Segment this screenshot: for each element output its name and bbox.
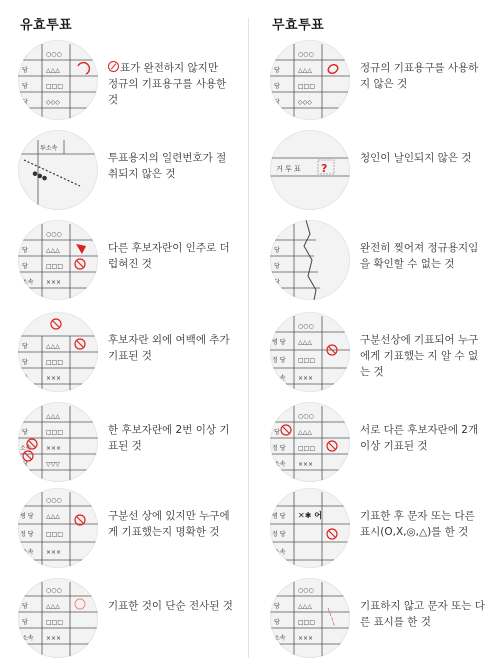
item-caption: 기표한 것이 단순 전사된 것	[108, 600, 233, 612]
partial-stamp-icon	[78, 63, 89, 74]
valid-item-2	[0, 130, 240, 220]
item-caption: 서로 다른 후보자란에 2개 이상 기표된 것	[360, 424, 479, 452]
party-label: 소속	[22, 279, 34, 286]
party-label: 소속	[22, 549, 34, 556]
ballot-illustration	[270, 130, 350, 210]
party-label: 당	[274, 413, 280, 420]
party-label: 소속	[274, 461, 286, 468]
party-label: 당	[274, 231, 280, 238]
affiliation-label: 투소속	[40, 145, 58, 152]
ballot-illustration	[18, 220, 98, 300]
column-divider	[248, 18, 249, 658]
ballot-illustration	[18, 488, 98, 568]
party-label: 당	[274, 429, 280, 436]
invalid-item-2	[252, 130, 492, 220]
invalid-ballots-title: 무효투표	[272, 18, 325, 33]
valid-item-5	[0, 402, 240, 492]
candidate-mark: △△△	[298, 603, 312, 610]
candidate-mark: ○○○	[298, 587, 314, 594]
ballot-illustration	[270, 220, 350, 300]
party-label: 소속	[274, 375, 286, 382]
candidate-mark: ○○○	[46, 231, 62, 238]
ballot-illustration	[18, 578, 98, 658]
party-label: 당	[274, 263, 280, 270]
question-mark-icon: ?	[321, 162, 328, 175]
invalid-item-4	[252, 312, 492, 402]
invalid-item-7	[252, 578, 492, 668]
candidate-mark: □□□	[46, 619, 64, 626]
party-label: 당	[22, 263, 28, 270]
party-label: 병 당	[20, 513, 34, 520]
party-label: 병 당	[272, 339, 286, 346]
ballot-illustration	[18, 130, 98, 210]
valid-item-7	[0, 578, 240, 668]
ink-smudge-icon	[76, 244, 86, 254]
stamp-icon	[108, 61, 119, 72]
party-label: 당	[22, 429, 28, 436]
party-label: 정 당	[272, 445, 286, 452]
item-caption: 정규의 기표용구를 사용하지 않은 것	[360, 62, 479, 90]
candidate-mark: ◇◇◇	[298, 99, 312, 106]
candidate-mark: △△△	[298, 339, 312, 346]
party-label: 당	[22, 587, 28, 594]
ballot-illustration	[18, 40, 98, 120]
party-label: 소속	[274, 549, 286, 556]
party-label: 당	[22, 619, 28, 626]
ballot-illustration	[18, 312, 98, 392]
item-caption: 투표용지의 일련번호가 절취되지 않은 것	[108, 152, 227, 180]
candidate-mark: ○○○	[298, 51, 314, 58]
invalid-item-6	[252, 488, 492, 578]
ballot-illustration	[270, 578, 350, 658]
party-label: 정 당	[272, 531, 286, 538]
ballot-illustration	[270, 40, 350, 120]
party-label: 당	[274, 497, 280, 504]
ballot-illustration	[270, 488, 350, 568]
party-label: 당	[22, 247, 28, 254]
party-label: 당	[274, 99, 280, 106]
serial-label: ●●●	[31, 169, 49, 183]
party-label: 당	[22, 51, 28, 58]
candidate-mark: □□□	[46, 83, 64, 90]
invalid-item-3	[252, 220, 492, 310]
item-caption: 표가 완전하지 않지만 정규의 기표용구를 사용한것	[108, 62, 227, 106]
candidate-mark: ×××	[46, 635, 62, 642]
candidate-mark: ×××	[298, 635, 314, 642]
transferred-stamp-icon	[75, 599, 85, 609]
party-label: 당	[22, 343, 28, 350]
party-label: 당	[22, 99, 28, 106]
item-caption: 청인이 날인되지 않은 것	[360, 152, 472, 164]
irregular-mark-icon	[327, 63, 340, 75]
invalid-item-5	[252, 402, 492, 492]
candidate-mark: ×××	[46, 549, 62, 556]
party-label: 당	[22, 413, 28, 420]
party-label: 당	[274, 587, 280, 594]
party-label: 당	[22, 497, 28, 504]
valid-item-4	[0, 312, 240, 402]
candidate-mark: △△△	[46, 67, 60, 74]
ballot-illustration	[18, 402, 98, 482]
party-label: 당	[22, 375, 28, 382]
party-label: 당	[274, 83, 280, 90]
party-label: 병 당	[272, 513, 286, 520]
valid-ballots-title: 유효투표	[20, 18, 73, 33]
item-caption: 기표하지 않고 문자 또는 다른 표시를 한 것	[360, 600, 485, 628]
item-caption: 후보자란 외에 여백에 추가 기표된 것	[108, 334, 230, 362]
party-label: 당	[274, 323, 280, 330]
invalid-item-1	[252, 40, 492, 130]
party-label: 당	[22, 359, 28, 366]
item-caption: 한 후보자란에 2번 이상 기표된 것	[108, 424, 230, 452]
party-label: 소속	[20, 445, 32, 452]
candidate-mark: △△△	[46, 513, 60, 520]
party-label: 당	[22, 603, 28, 610]
party-label: 당	[274, 67, 280, 74]
candidate-mark: □□□	[298, 83, 316, 90]
party-label: 소속	[22, 635, 34, 642]
candidate-mark: ×××	[46, 445, 62, 452]
party-label: 소속	[274, 635, 286, 642]
ballot-illustration	[270, 312, 350, 392]
candidate-mark: □□□	[46, 359, 64, 366]
candidate-mark: ▽▽▽	[46, 461, 60, 468]
candidate-mark: ×××	[46, 375, 62, 382]
handwritten-marks: ✕✱ 어	[298, 511, 322, 520]
candidate-mark: ○○○	[298, 413, 314, 420]
item-caption: 완전히 찢어져 정규용지임을 확인할 수 없는 것	[360, 242, 479, 270]
candidate-mark: □□□	[298, 445, 316, 452]
candidate-mark: ○○○	[46, 497, 62, 504]
candidate-mark: ○○○	[46, 587, 62, 594]
party-label: 당	[274, 619, 280, 626]
valid-ballots-column	[0, 0, 240, 670]
candidate-mark: ×××	[298, 461, 314, 468]
handwritten-text-mark: ~~~~	[324, 606, 338, 628]
party-label: 당	[274, 51, 280, 58]
candidate-mark: ○○○	[46, 51, 62, 58]
candidate-mark: ×××	[298, 375, 314, 382]
party-label: 당	[274, 247, 280, 254]
item-caption: 구분선 상에 있지만 누구에게 기표했는지 명확한 것	[108, 510, 230, 538]
candidate-mark: □□□	[46, 429, 64, 436]
valid-item-1	[0, 40, 240, 130]
valid-item-3	[0, 220, 240, 310]
item-caption: 구분선상에 기표되어 누구에게 기표했는 지 알 수 없는 것	[360, 334, 479, 378]
candidate-mark: △△△	[46, 343, 60, 350]
candidate-mark: △△△	[298, 429, 312, 436]
candidate-mark: △△△	[298, 67, 312, 74]
item-caption: 기표한 후 문자 또는 다른 표시(O,X,◎,△)를 한 것	[360, 510, 475, 538]
candidate-mark: △△△	[46, 413, 60, 420]
invalid-ballots-column	[260, 0, 500, 670]
party-label: 당	[274, 279, 280, 286]
candidate-mark: □□□	[298, 357, 316, 364]
valid-item-6	[0, 488, 240, 578]
party-label: 당	[22, 67, 28, 74]
party-label: 당	[274, 603, 280, 610]
candidate-mark: ◇◇◇	[46, 99, 60, 106]
candidate-mark: □□□	[298, 619, 316, 626]
party-label: 당	[22, 83, 28, 90]
item-caption: 다른 후보자란이 인주로 더럽혀진 것	[108, 242, 230, 270]
candidate-mark: □□□	[46, 531, 64, 538]
ballot-header-label: 거 투 표	[276, 165, 301, 173]
party-label: 당	[22, 461, 28, 468]
candidate-mark: ×××	[46, 279, 62, 286]
party-label: 정 당	[272, 357, 286, 364]
candidate-mark: ○○○	[298, 323, 314, 330]
candidate-mark: △△△	[46, 247, 60, 254]
party-label: 정 당	[20, 531, 34, 538]
party-label: 당	[22, 231, 28, 238]
ballot-illustration	[270, 402, 350, 482]
candidate-mark: □□□	[46, 263, 64, 270]
candidate-mark: △△△	[46, 603, 60, 610]
